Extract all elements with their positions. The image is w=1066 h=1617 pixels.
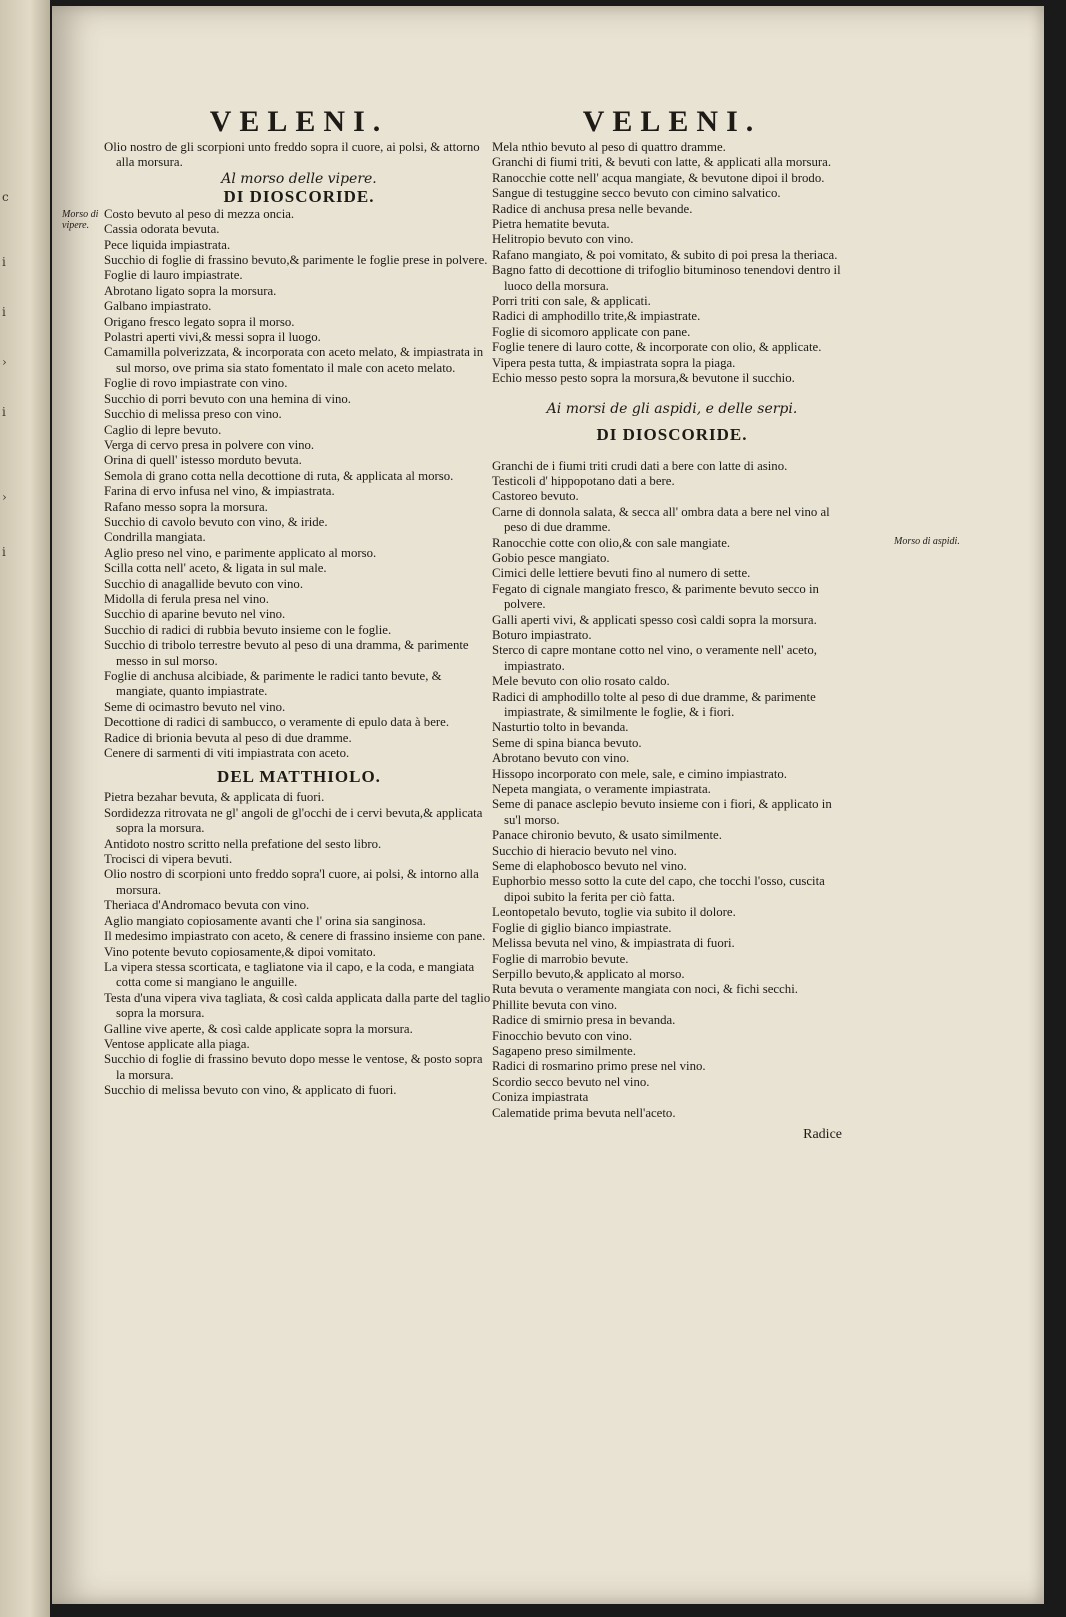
entry: Theriaca d'Andromaco bevuta con vino. [104, 898, 310, 913]
running-head-left: VELENI. [209, 105, 389, 138]
section-title-dioscoride-right: DI DIOSCORIDE. [596, 424, 748, 444]
entry: Pietra bezahar bevuta, & applicata di fuori. [104, 790, 325, 805]
entry: Galline vive aperte, & così calde applicate sopra la morsura. [104, 1021, 413, 1036]
entry: Olio nostro di scorpioni unto freddo sopra'l cuore, ai polsi, & intorno alla morsura. [104, 867, 479, 897]
entry: Camamilla polverizzata, & incorporata con aceto melato, & impiastrata in sul morso, ove prima sia stato fomentato il male con aceto melato. [104, 345, 484, 375]
entry: Sterco di capre montane cotto nel vino, o veramente nell' aceto, impiastrato. [492, 643, 817, 673]
entry: Melissa bevuta nel vino, & impiastrata di fuori. [492, 936, 735, 951]
entry: Sangue di testuggine secco bevuto con cimino salvatico. [492, 186, 781, 201]
entry: Aglio preso nel vino, e parimente applicato al morso. [104, 545, 377, 560]
entry: Seme di ocimastro bevuto nel vino. [104, 699, 286, 714]
entry: Foglie di anchusa alcibiade, & parimente le radici tanto bevute, & mangiate, quanto impiastrate. [104, 669, 442, 699]
running-head-right: VELENI. [582, 105, 762, 138]
entry: Gobio pesce mangiato. [492, 550, 610, 565]
entry: Galbano impiastrato. [104, 299, 212, 314]
entry: Cassia odorata bevuta. [104, 222, 220, 237]
entry: Orina di quell' istesso morduto bevuta. [104, 453, 302, 468]
entry: Foglie tenere di lauro cotte, & incorporate con olio, & applicate. [492, 340, 822, 355]
entry: Succhio di melissa bevuto con vino, & applicato di fuori. [104, 1083, 397, 1098]
entry: Seme di spina bianca bevuto. [492, 735, 642, 750]
entry: Succhio di melissa preso con vino. [104, 407, 282, 422]
entry: Finocchio bevuto con vino. [492, 1028, 633, 1043]
entry: Cenere di sarmenti di viti impiastrata con aceto. [104, 746, 350, 761]
entry: Origano fresco legato sopra il morso. [104, 314, 295, 329]
entry: Succhio di foglie di frassino bevuto,& parimente le foglie prese in polvere. [104, 253, 488, 268]
entry: Radice di brionia bevuta al peso di due dramme. [104, 730, 352, 745]
entry: Nepeta mangiata, o veramente impiastrata. [492, 782, 711, 797]
entry: Condrilla mangiata. [104, 530, 206, 545]
entry: Granchi di fiumi triti, & bevuti con latte, & applicati alla morsura. [492, 155, 832, 170]
entry: Foglie di rovo impiastrate con vino. [104, 376, 288, 391]
entry: Porri triti con sale, & applicati. [492, 294, 651, 309]
entry: Polastri aperti vivi,& messi sopra il luogo. [104, 330, 321, 345]
entry-list-matthiolo [104, 790, 494, 1098]
entry: Rafano mangiato, & poi vomitato, & subito di poi presa la theriaca. [492, 247, 838, 262]
entry: Abrotano ligato sopra la morsura. [104, 283, 277, 298]
entry: Bagno fatto di decottione di trifoglio bituminoso tenendovi dentro il luoco della morsura. [492, 263, 841, 293]
entry: Succhio di anagallide bevuto con vino. [104, 576, 304, 591]
entry: Radici di amphodillo tolte al peso di due dramme, & parimente impiastrate, & similmente le foglie, & i fiori. [492, 689, 816, 719]
entry: Echio messo pesto sopra la morsura,& bevutone il succhio. [492, 371, 795, 386]
entry: Vipera pesta tutta, & impiastrata sopra la piaga. [492, 355, 736, 370]
entry: Il medesimo impiastrato con aceto, & cenere di frassino insieme con pane. [104, 929, 486, 944]
entry: Ranocchie cotte nell' acqua mangiate, & bevutone dipoi il brodo. [492, 170, 825, 185]
entry: Succhio di foglie di frassino bevuto dopo messe le ventose, & posto sopra la morsura. [104, 1052, 483, 1082]
entry: Castoreo bevuto. [492, 489, 579, 504]
entry: Midolla di ferula presa nel vino. [104, 591, 269, 606]
entry: Helitropio bevuto con vino. [492, 232, 634, 247]
entry: Scilla cotta nell' aceto, & ligata in sul male. [104, 561, 327, 576]
entry: Succhio di aparine bevuto nel vino. [104, 607, 286, 622]
entry: Farina di ervo infusa nel vino, & impiastrata. [104, 484, 335, 499]
entry: Olio nostro de gli scorpioni unto freddo sopra il cuore, ai polsi, & attorno alla morsura. [104, 140, 480, 170]
margin-note-aspidi: Morso di aspidi. [894, 536, 960, 547]
entry: Radici di rosmarino primo prese nel vino. [492, 1059, 706, 1074]
entry: Euphorbio messo sotto la cute del capo, che tocchi l'osso, cuscita dipoi subito la ferita per ciò fatta. [492, 874, 825, 904]
left-column [104, 106, 494, 1099]
entry: Foglie di marrobio bevute. [492, 951, 629, 966]
entry: Cimici delle lettiere bevuti fino al numero di sette. [492, 566, 751, 581]
entry: Antidoto nostro scritto nella prefatione del sesto libro. [104, 836, 382, 851]
entry: Coniza impiastrata [492, 1090, 589, 1105]
entry: La vipera stessa scorticata, e tagliatone via il capo, e la coda, e mangiata cotta come si mangiano le anguille. [104, 959, 475, 990]
entry: Ventose applicate alla piaga. [104, 1036, 250, 1051]
entry: Semola di grano cotta nella decottione di ruta, & applicata al morso. [104, 468, 454, 483]
entry: Leontopetalo bevuto, toglie via subito il dolore. [492, 905, 736, 920]
entry: Phillite bevuta con vino. [492, 997, 618, 1012]
entry: Rafano messo sopra la morsura. [104, 499, 268, 514]
book-spine: c i i › i › i [0, 0, 50, 1617]
entry: Succhio di porri bevuto con una hemina di vino. [104, 391, 352, 406]
entry: Mela nthio bevuto al peso di quattro dramme. [492, 140, 726, 154]
entry: Succhio di cavolo bevuto con vino, & iride. [104, 514, 328, 529]
entry: Verga di cervo presa in polvere con vino. [104, 437, 315, 452]
entry: Succhio di radici di rubbia bevuto insieme con le foglie. [104, 622, 392, 637]
entry: Aglio mangiato copiosamente avanti che l' orina sia sanginosa. [104, 913, 426, 928]
entry: Ranocchie cotte con olio,& con sale mangiate. [492, 535, 731, 550]
subheading-aspidi: Ai morsi de gli aspidi, e delle serpi. [546, 400, 798, 417]
entry: Panace chironio bevuto, & usato similmente. [492, 828, 722, 843]
entry: Galli aperti vivi, & applicati spesso così caldi sopra la morsura. [492, 612, 817, 627]
entry-list-aspidi [492, 459, 852, 1121]
section-title-dioscoride-left: DI DIOSCORIDE. [223, 186, 375, 206]
entry: Pece liquida impiastrata. [104, 237, 231, 252]
subheading-vipere: Al morso delle vipere. [221, 170, 377, 187]
entry: Caglio di lepre bevuto. [104, 422, 222, 437]
entry: Foglie di sicomoro applicate con pane. [492, 324, 691, 339]
entry: Seme di elaphobosco bevuto nel vino. [492, 859, 687, 874]
entry: Costo bevuto al peso di mezza oncia. [104, 206, 295, 221]
entry: Ruta bevuta o veramente mangiata con noci, & fichi secchi. [492, 982, 798, 997]
entry: Radice di anchusa presa nelle bevande. [492, 201, 693, 216]
entry: Radici di amphodillo trite,& impiastrate. [492, 309, 701, 324]
entry: Testicoli d' hippopotano dati a bere. [492, 473, 675, 488]
entry: Vino potente bevuto copiosamente,& dipoi vomitato. [104, 944, 376, 959]
entry-list-dioscoride-left [104, 207, 494, 762]
section-title-matthiolo: DEL MATTHIOLO. [217, 767, 381, 787]
entry: Mele bevuto con olio rosato caldo. [492, 674, 670, 689]
entry: Carne di donnola salata, & secca all' ombra data a bere nel vino al peso di due dramme. [492, 504, 830, 535]
entry: Testa d'una vipera viva tagliata, & così calda applicata dalla parte del taglio sopra la morsura. [104, 990, 491, 1021]
entry: Foglie di lauro impiastrate. [104, 268, 243, 283]
entry: Sordidezza ritrovata ne gl' angoli de gl'occhi de i cervi bevuta,& applicata sopra la morsura. [104, 805, 483, 836]
entry: Boturo impiastrato. [492, 627, 592, 642]
entry: Granchi de i fiumi triti crudi dati a bere con latte di asino. [492, 458, 788, 473]
book-page [52, 6, 1044, 1604]
entry: Abrotano bevuto con vino. [492, 751, 630, 766]
entry: Sagapeno preso similmente. [492, 1043, 636, 1058]
entry: Trocisci di vipera bevuti. [104, 852, 233, 867]
margin-note-vipere: Morso di vipere. [62, 209, 99, 231]
entry: Succhio di hieracio bevuto nel vino. [492, 843, 677, 858]
entry: Pietra hematite bevuta. [492, 217, 610, 232]
entry: Serpillo bevuto,& applicato al morso. [492, 966, 685, 981]
catchword: Radice [803, 1126, 842, 1142]
right-column [492, 106, 852, 1143]
entry: Seme di panace asclepio bevuto insieme con i fiori, & applicato in su'l morso. [492, 797, 832, 827]
entry: Fegato di cignale mangiato fresco, & parimente bevuto secco in polvere. [492, 581, 819, 612]
entry: Scordio secco bevuto nel vino. [492, 1074, 650, 1089]
entry-list-vipere-continued [492, 140, 852, 387]
entry: Radice di smirnio presa in bevanda. [492, 1013, 676, 1028]
entry: Nasturtio tolto in bevanda. [492, 720, 629, 735]
entry: Hissopo incorporato con mele, sale, e cimino impiastrato. [492, 766, 787, 781]
entry: Succhio di tribolo terrestre bevuto al peso di una dramma, & parimente messo in sul morso. [104, 638, 469, 668]
entry: Calematide prima bevuta nell'aceto. [492, 1105, 676, 1120]
entry: Foglie di giglio bianco impiastrate. [492, 920, 672, 935]
entry: Decottione di radici di sambucco, o veramente di epulo data à bere. [104, 715, 450, 730]
left-intro [104, 140, 494, 171]
